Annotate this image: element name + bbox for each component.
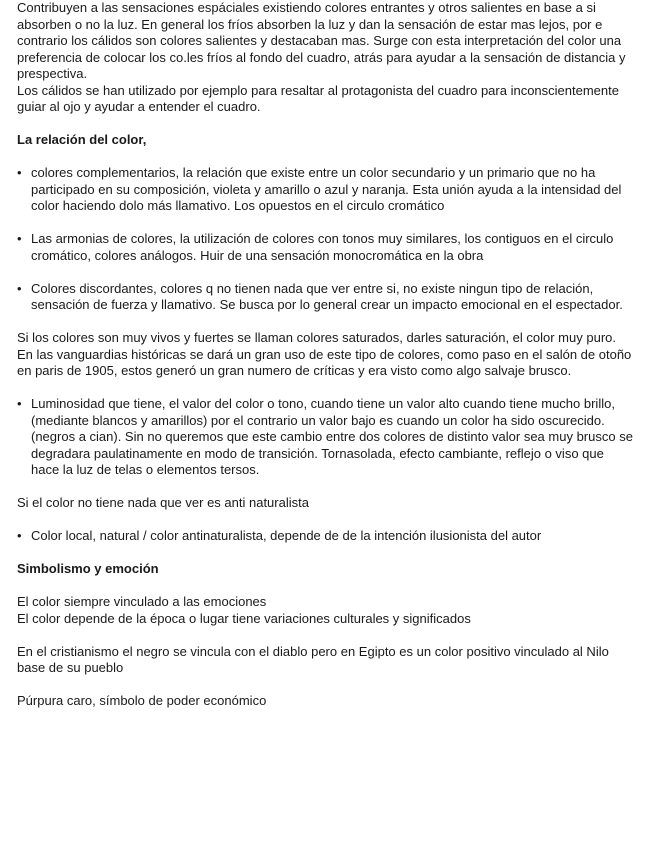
bullet-luminosity [17, 396, 633, 479]
bullet-icon: • [17, 231, 22, 246]
spacer [17, 215, 633, 232]
bullet-complementary [17, 165, 633, 215]
paragraph-epoch: El color depende de la época o lugar tiene variaciones culturales y significados [17, 610, 471, 626]
paragraph-spatial-sensations: Contribuyen a las sensaciones espáciales existiendo colores entrantes y otros salientes en base a si absorben o no la luz. En general los fríos absorben la luz y dan la sensación de estar mas lejos, por e contrario los cálidos son colores salientes y destacaban mas. Surge con esta interpretación del color una preferencia de colocar los co.les fríos al fondo del cuadro, atrás para ayudar a la sensación de distancia y prespectiva. [17, 0, 626, 81]
bullet-text: colores complementarios, la relación que existe entre un color secundario y un primario que no ha participado en su composición, violeta y amarillo o azul y naranja. Esta unión ayuda a la intensidad del color haciendo dolo más llamativo. Los opuestos en el circulo cromático [31, 165, 622, 213]
spacer [17, 578, 633, 595]
bullet-harmonies [17, 231, 633, 264]
document-page [17, 0, 633, 710]
paragraph-purple: Púrpura caro, símbolo de poder económico [17, 693, 267, 708]
spacer [17, 479, 633, 496]
paragraph-emotions: El color siempre vinculado a las emociones [17, 594, 267, 609]
bullet-icon: • [17, 165, 22, 180]
bullet-text: Colores discordantes, colores q no tienen nada que ver entre si, no existe ningun tipo de relación, sensación de fuerza y llamativo. Se busca por lo general crear un impacto emocional en el espectador. [31, 280, 623, 312]
spacer [17, 314, 633, 331]
bullet-text: Luminosidad que tiene, el valor del color o tono, cuando tiene un valor alto cuando tiene mucho brillo,(mediante blancos y amarillos) por el contrario un valor bajo es cuando un color ha sido oscurecido.(negros a cian). Sin no queremos que este cambio entre dos colores de distinto valor sea muy brusco se degradara paulatinamente en modo de transición. Tornasolada, efecto cambiante, reflejo o viso que hace la luz de telas o elementos tersos. [31, 396, 633, 477]
paragraph-warm-colors: Los cálidos se han utilizado por ejemplo para resaltar al protagonista del cuadro para inconscientemente guiar al ojo y ayudar a entender el cuadro. [17, 82, 619, 114]
spacer [17, 627, 633, 644]
spacer [17, 264, 633, 281]
paragraph-anti-naturalist: Si el color no tiene nada que ver es anti naturalista [17, 495, 309, 510]
heading-color-relation: La relación del color, [17, 132, 147, 147]
spacer [17, 545, 633, 562]
spacer [17, 512, 633, 529]
spacer [17, 116, 633, 133]
bullet-text: Las armonias de colores, la utilización de colores con tonos muy similares, los contiguos en el circulo cromático, colores análogos. Huir de una sensación monocromática en la obra [31, 231, 614, 263]
bullet-local-color [17, 528, 633, 545]
paragraph-christianity: En el cristianismo el negro se vincula con el diablo pero en Egipto es un color positivo vinculado al Nilo base de su pueblo [17, 643, 609, 675]
bullet-icon: • [17, 280, 22, 296]
bullet-icon: • [17, 396, 22, 411]
bullet-discordant [17, 281, 633, 314]
spacer [17, 677, 633, 694]
spacer [17, 380, 633, 397]
paragraph-saturation: Si los colores son muy vivos y fuertes se llaman colores saturados, darles saturación, el color muy puro. En las vanguardias históricas se dará un gran uso de este tipo de colores, como paso en el salón de otoño en paris de 1905, estos generó un gran numero de críticas y era visto como algo salvaje brusco. [17, 330, 632, 378]
heading-symbolism: Simbolismo y emoción [17, 561, 159, 576]
bullet-text: Color local, natural / color antinaturalista, depende de de la intención ilusionista del autor [31, 528, 542, 543]
spacer [17, 149, 633, 166]
bullet-icon: • [17, 528, 22, 543]
